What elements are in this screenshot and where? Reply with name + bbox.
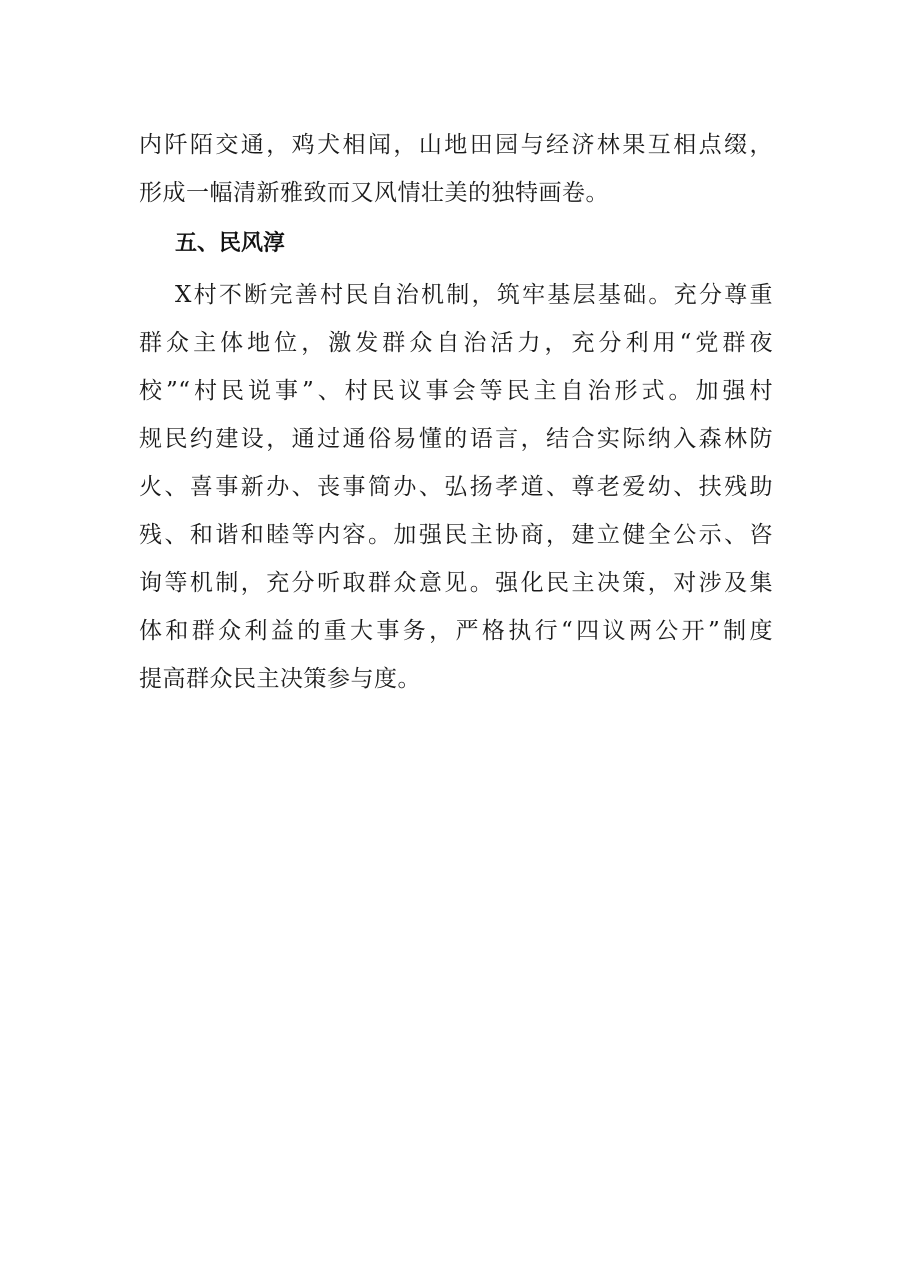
paragraph-line: 群众主体地位，激发群众自治活力，充分利用“党群夜 [139, 330, 773, 356]
paragraph-line: 校”“村民说事”、村民议事会等民主自治形式。加强村 [139, 378, 773, 404]
paragraph-line: 规民约建设，通过通俗易懂的语言，结合实际纳入森林防 [139, 426, 773, 452]
body-text-line: 形成一幅清新雅致而又风情壮美的独特画卷。 [139, 180, 609, 206]
paragraph-last-line: 提高群众民主决策参与度。 [139, 666, 421, 692]
section-heading: 五、民风淳 [175, 231, 286, 256]
document-body [139, 121, 773, 703]
paragraph-line: 体和群众利益的重大事务，严格执行“四议两公开”制度 [139, 618, 773, 644]
paragraph-first-line: X村不断完善村民自治机制，筑牢基层基础。充分尊重 [175, 282, 773, 308]
paragraph-line: 询等机制，充分听取群众意见。强化民主决策，对涉及集 [139, 570, 773, 596]
paragraph-line: 残、和谐和睦等内容。加强民主协商，建立健全公示、咨 [139, 522, 773, 548]
paragraph-line: 火、喜事新办、丧事简办、弘扬孝道、尊老爱幼、扶残助 [139, 474, 773, 500]
body-text-line: 内阡陌交通，鸡犬相闻，山地田园与经济林果互相点缀， [139, 132, 773, 158]
